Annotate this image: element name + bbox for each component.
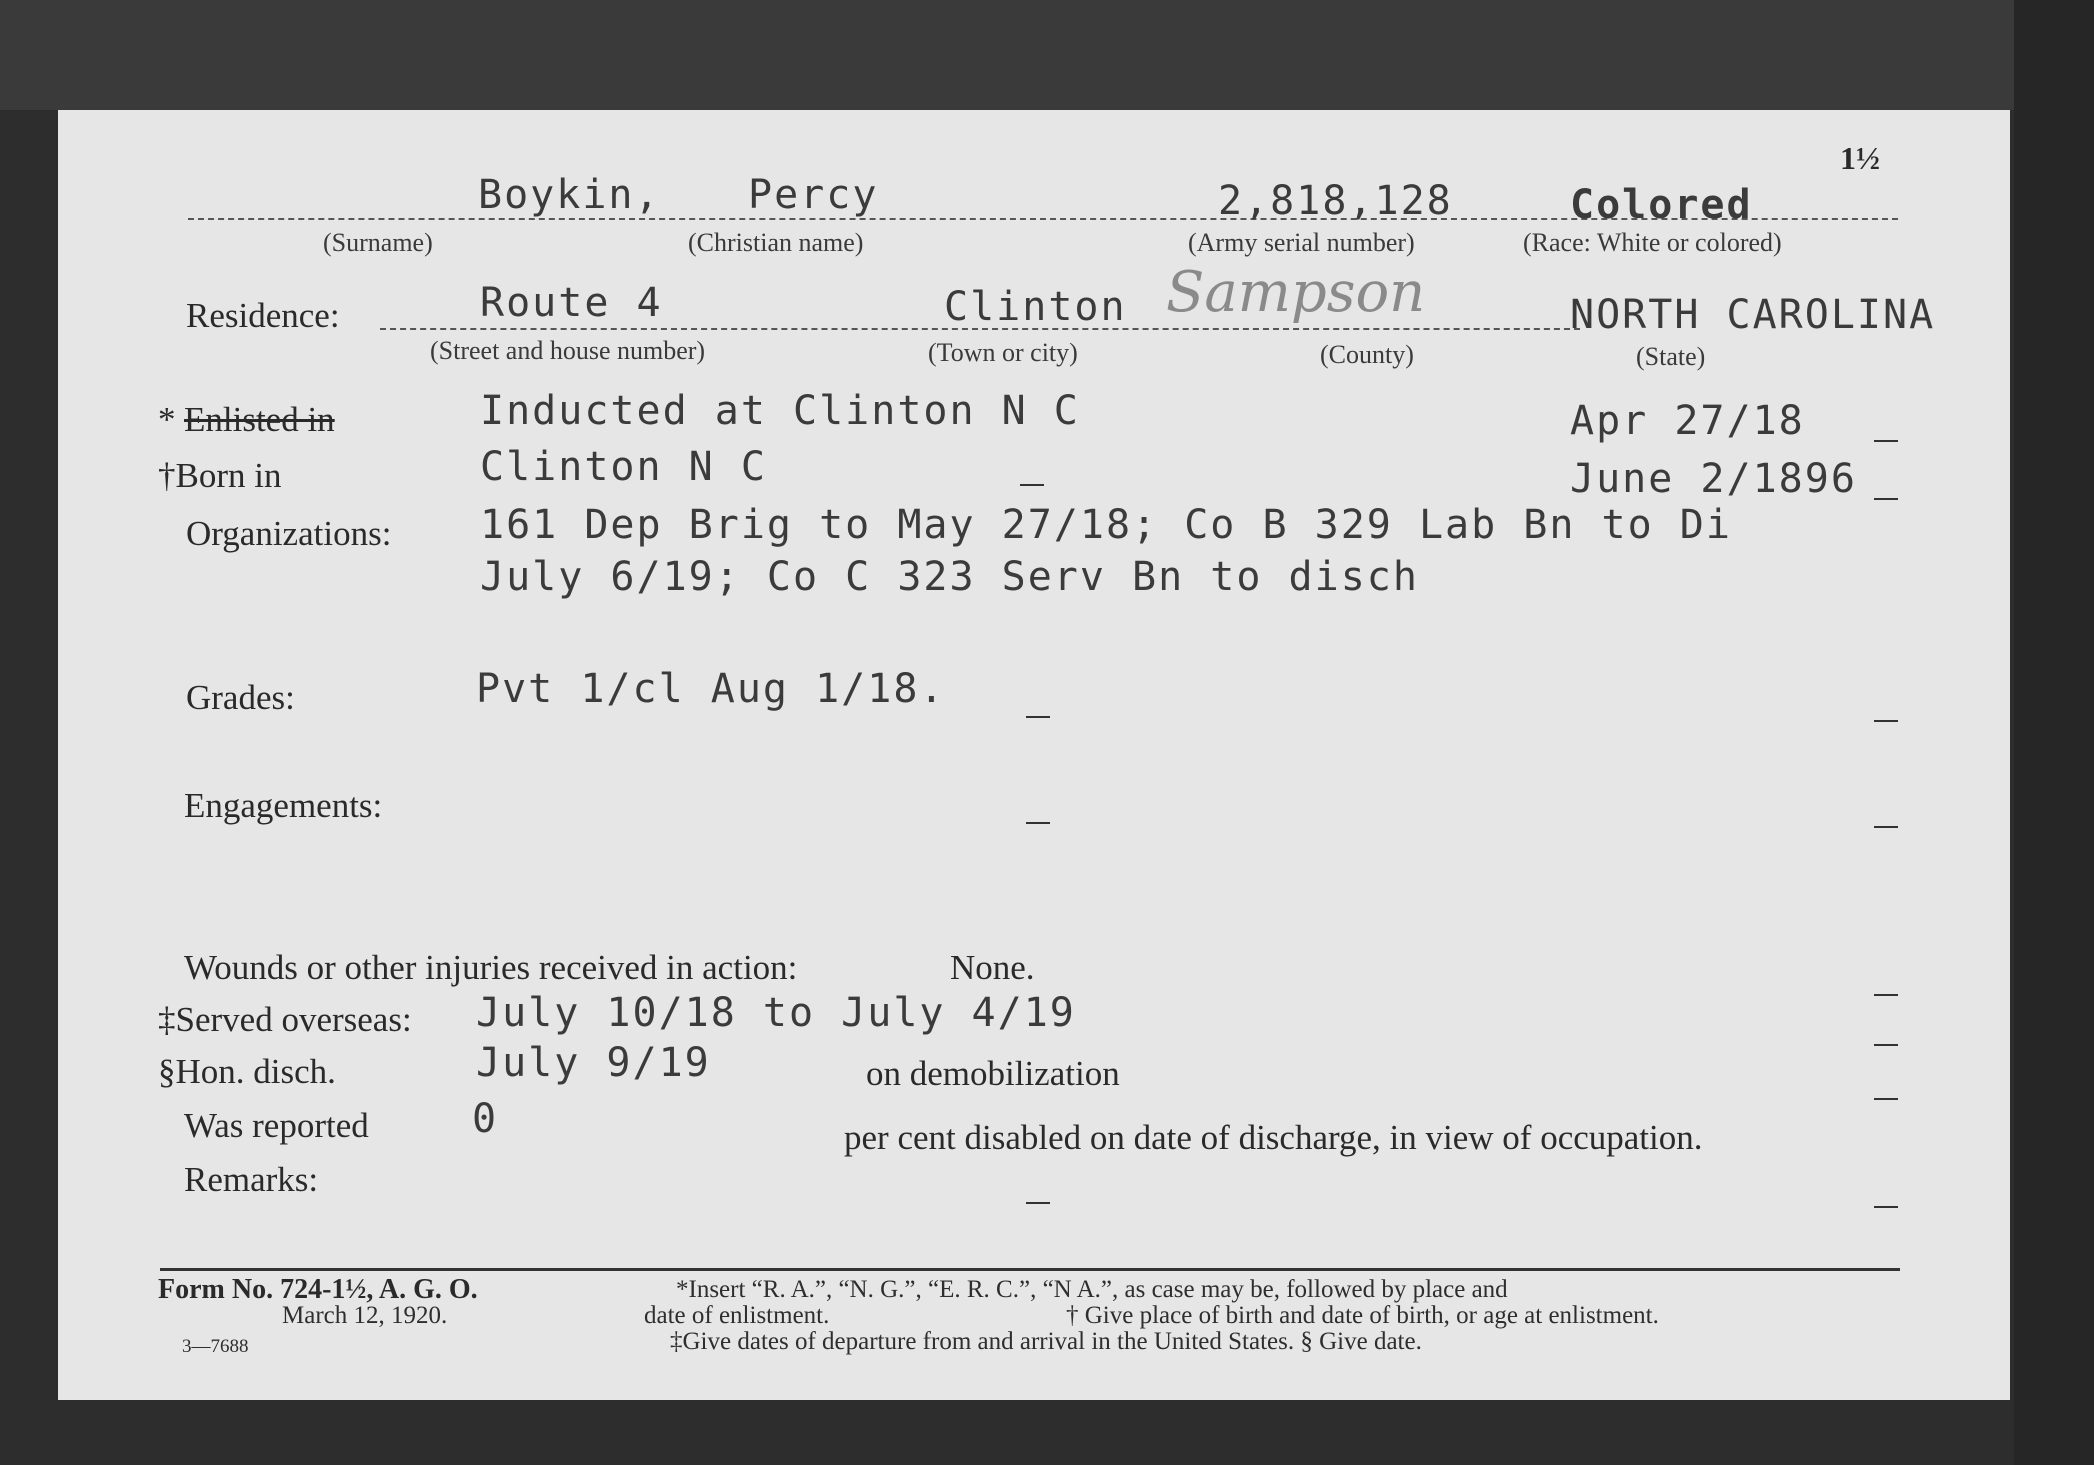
born-date: June 2/1896 <box>1570 456 1857 502</box>
footer-rule <box>160 1268 1900 1271</box>
form-date: March 12, 1920. <box>282 1302 448 1329</box>
service-record-card <box>58 110 2010 1400</box>
organizations-line2: July 6/19; Co C 323 Serv Bn to disch <box>480 554 1419 600</box>
surname-caption: (Surname) <box>323 228 433 257</box>
engagements-tick <box>1874 826 1898 828</box>
state-caption: (State) <box>1636 342 1706 371</box>
hon-disch-tick <box>1874 1098 1898 1100</box>
form-number: Form No. 724-1½, A. G. O. <box>158 1274 478 1305</box>
born-value: Clinton N C <box>480 444 767 490</box>
remarks-tick <box>1874 1206 1898 1208</box>
grades-label: Grades: <box>186 678 295 717</box>
scan-background-right <box>2014 0 2094 1465</box>
footer-note-1: *Insert “R. A.”, “N. G.”, “E. R. C.”, “N A.”, as case may be, followed by place and <box>676 1276 1508 1303</box>
overseas-tick <box>1874 1044 1898 1046</box>
grades-mid-tick <box>1026 716 1050 718</box>
christian-name-caption: (Christian name) <box>688 228 864 257</box>
organizations-label: Organizations: <box>186 514 392 553</box>
enlisted-tick <box>1874 440 1898 442</box>
hon-disch-note: on demobilization <box>866 1054 1120 1093</box>
enlisted-value: Inducted at Clinton N C <box>480 388 1080 434</box>
grades-value: Pvt 1/cl Aug 1/18. <box>476 666 946 712</box>
wounds-value: None. <box>950 948 1035 987</box>
overseas-value: July 10/18 to July 4/19 <box>476 990 1076 1036</box>
reported-value: 0 <box>472 1096 499 1142</box>
print-code: 3—7688 <box>182 1336 249 1357</box>
state-value: NORTH CAROLINA <box>1570 292 1936 338</box>
wounds-tick <box>1874 994 1898 996</box>
town-value: Clinton <box>944 284 1127 330</box>
grades-tick <box>1874 720 1898 722</box>
enlisted-mark: * <box>158 400 176 439</box>
footer-note-2b: † Give place of birth and date of birth, or age at enlistment. <box>1066 1302 1659 1329</box>
enlisted-date: Apr 27/18 <box>1570 398 1805 444</box>
footer-note-3: ‡Give dates of departure from and arrival in the United States. § Give date. <box>670 1328 1422 1355</box>
footer-note-2a: date of enlistment. <box>644 1302 830 1329</box>
serial-number-value: 2,818,128 <box>1218 178 1453 224</box>
engagements-label: Engagements: <box>184 786 383 825</box>
race-value: Colored <box>1570 182 1753 228</box>
born-label: †Born in <box>158 456 282 495</box>
hon-disch-label: §Hon. disch. <box>158 1052 336 1091</box>
reported-label: Was reported <box>184 1106 369 1145</box>
organizations-line1: 161 Dep Brig to May 27/18; Co B 329 Lab Bn to Di <box>480 502 1732 548</box>
remarks-label: Remarks: <box>184 1160 319 1199</box>
street-value: Route 4 <box>480 280 663 326</box>
born-tick <box>1874 498 1898 500</box>
county-caption: (County) <box>1320 340 1414 369</box>
remarks-mid-tick <box>1026 1202 1050 1204</box>
town-caption: (Town or city) <box>928 338 1078 367</box>
engagements-mid-tick <box>1026 822 1050 824</box>
hon-disch-value: July 9/19 <box>476 1040 711 1086</box>
enlisted-label: Enlisted in <box>184 400 335 439</box>
street-caption: (Street and house number) <box>430 336 706 365</box>
christian-name-value: Percy <box>748 172 879 218</box>
surname-value: Boykin, <box>478 172 661 218</box>
overseas-label: ‡Served overseas: <box>158 1000 412 1039</box>
wounds-label: Wounds or other injuries received in action: <box>184 948 798 987</box>
reported-text: per cent disabled on date of discharge, in view of occupation. <box>844 1118 1703 1157</box>
county-value: Sampson <box>1166 260 1426 325</box>
serial-caption: (Army serial number) <box>1188 228 1415 257</box>
fraction-mark: 1½ <box>1840 140 1880 176</box>
born-mid-tick <box>1020 484 1044 486</box>
scan-background-top <box>0 0 2094 110</box>
race-caption: (Race: White or colored) <box>1523 228 1782 257</box>
residence-label: Residence: <box>186 296 340 335</box>
